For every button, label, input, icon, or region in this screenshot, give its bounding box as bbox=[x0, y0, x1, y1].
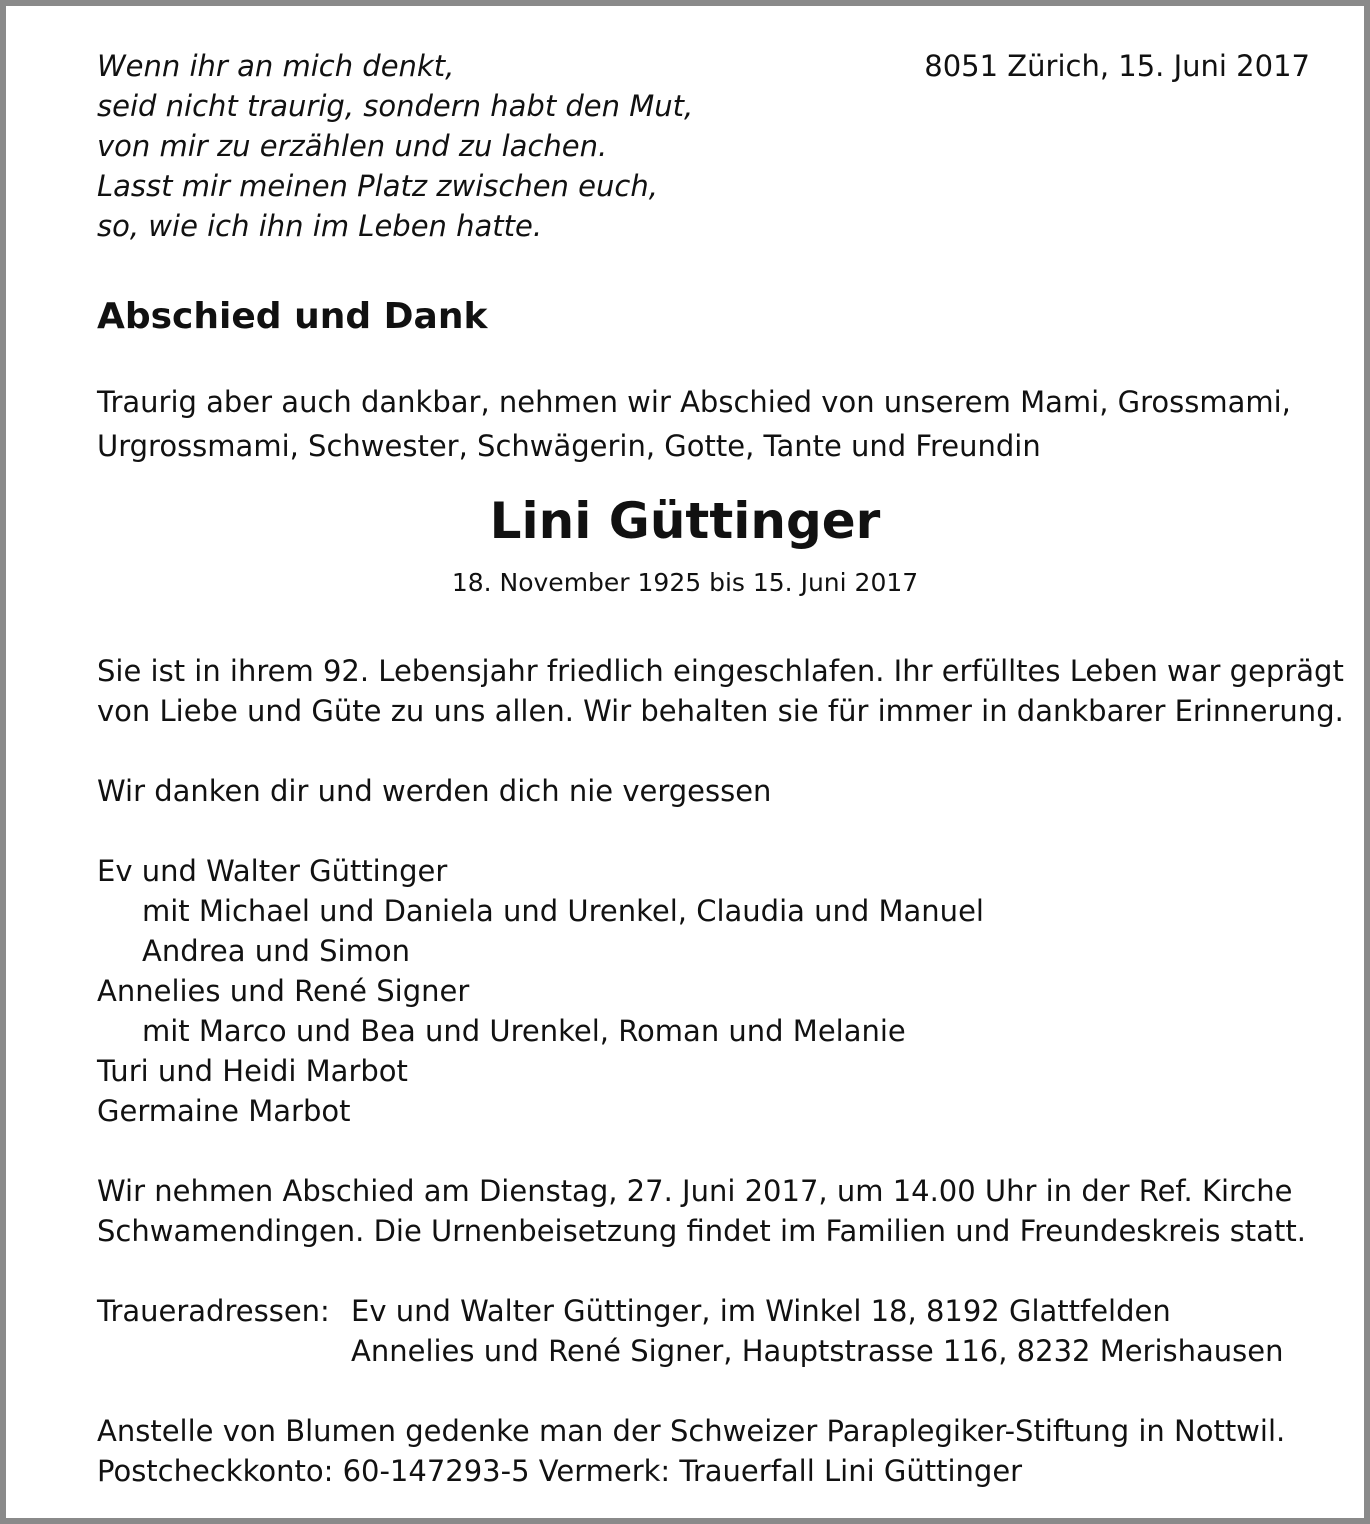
family-member: Germaine Marbot bbox=[97, 1094, 351, 1128]
family-member-sub: Andrea und Simon bbox=[142, 934, 410, 968]
intro-text bbox=[97, 380, 1291, 468]
family-member: Turi und Heidi Marbot bbox=[97, 1054, 408, 1088]
thanks-line: Wir danken dir und werden dich nie vergessen bbox=[97, 774, 772, 808]
poem-line: Lasst mir meinen Platz zwischen euch, bbox=[97, 169, 658, 203]
family-member: Ev und Walter Güttinger bbox=[97, 854, 448, 888]
intro-line: Traurig aber auch dankbar, nehmen wir Abschied von unserem Mami, Grossmami, bbox=[97, 385, 1291, 419]
family-member-sub: mit Michael und Daniela und Urenkel, Claudia und Manuel bbox=[142, 894, 984, 928]
life-dates: 18. November 1925 bis 15. Juni 2017 bbox=[451, 568, 919, 597]
poem-line: so, wie ich ihn im Leben hatte. bbox=[97, 209, 543, 243]
address-line: Annelies und René Signer, Hauptstrasse 116, 8232 Merishausen bbox=[351, 1334, 1284, 1368]
donation-line: Postcheckkonto: 60-147293-5 Vermerk: Trauerfall Lini Güttinger bbox=[97, 1454, 1023, 1488]
poem-line: von mir zu erzählen und zu lachen. bbox=[97, 129, 608, 163]
life-text-line: Sie ist in ihrem 92. Lebensjahr friedlich eingeschlafen. Ihr erfülltes Leben war geprägt bbox=[97, 654, 1344, 688]
family-list bbox=[97, 851, 984, 1131]
donation-text bbox=[97, 1411, 1285, 1491]
ceremony-line: Schwamendingen. Die Urnenbeisetzung findet im Familien und Freundeskreis statt. bbox=[97, 1214, 1306, 1248]
poem bbox=[97, 46, 693, 246]
poem-line: Wenn ihr an mich denkt, bbox=[97, 49, 455, 83]
life-text-line: von Liebe und Güte zu uns allen. Wir behalten sie für immer in dankbarer Erinnerung. bbox=[97, 694, 1344, 728]
ceremony-line: Wir nehmen Abschied am Dienstag, 27. Juni 2017, um 14.00 Uhr in der Ref. Kirche bbox=[97, 1174, 1293, 1208]
donation-line: Anstelle von Blumen gedenke man der Schweizer Paraplegiker-Stiftung in Nottwil. bbox=[97, 1414, 1286, 1448]
poem-line: seid nicht traurig, sondern habt den Mut, bbox=[97, 89, 694, 123]
notice-heading: Abschied und Dank bbox=[97, 296, 488, 337]
ceremony-text bbox=[97, 1171, 1306, 1251]
life-text bbox=[97, 651, 1344, 731]
mourning-addresses bbox=[97, 1291, 1284, 1371]
deceased-name: Lini Güttinger bbox=[489, 492, 881, 550]
family-member-sub: mit Marco und Bea und Urenkel, Roman und Melanie bbox=[142, 1014, 906, 1048]
addresses-list bbox=[351, 1291, 1284, 1371]
family-member: Annelies und René Signer bbox=[97, 974, 470, 1008]
intro-line: Urgrossmami, Schwester, Schwägerin, Gotte, Tante und Freundin bbox=[97, 429, 1041, 463]
address-line: Ev und Walter Güttinger, im Winkel 18, 8192 Glattfelden bbox=[351, 1294, 1171, 1328]
place-date: 8051 Zürich, 15. Juni 2017 bbox=[924, 49, 1310, 83]
addresses-label: Traueradressen: bbox=[97, 1294, 330, 1328]
